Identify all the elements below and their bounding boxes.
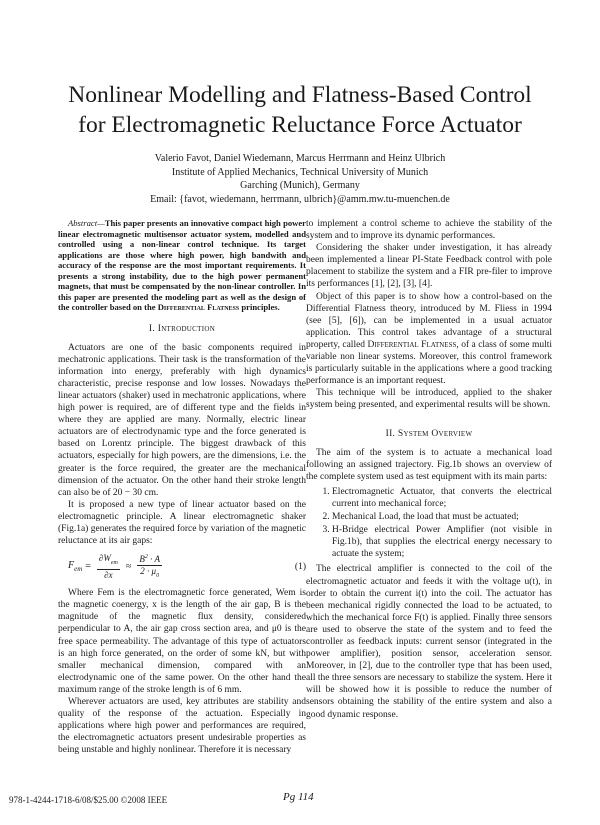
equation-1 [58,553,306,581]
paper-title [20,80,580,140]
authors: Valerio Favot, Daniel Wiedemann, Marcus Herrmann and Heinz Ulbrich [154,153,446,164]
intro-paragraph-2: It is proposed a new type of linear actuator based on the electromagnetic principle. A linear electromagnetic shaker (Fig.1a) generates the required force by variation of the magnetic reluctance at its air gaps: [58,499,306,547]
affiliation: Institute of Applied Mechanics, Technical University of Munich [171,166,429,178]
abstract: Abstract—This paper presents an innovative compact high power linear electromagnetic multisensor actuator system, modelled and controlled using a non-linear control technique. Its target applications are those where high power, high bandwith and accuracy of the response are the most important requirements. It presents a strong instability, due to the high power permanent magnets, that must be compensated by the non-linear controller. In this paper are presented the modeling part as well as the design of the controller based on the Differential Flatness principles. [58,218,306,312]
abstract-sc: Differential Flatness [157,302,240,312]
intro-paragraph-3: Where Fem is the electromagnetic force generated, Wem is the magnetic coenergy, x is the length of the air gap, B is the magnitude of the magnetic flux density, considered perpendicular to A, the air gap cross section area, and μ0 is the free space permeability. The advantage of this type of actuators is an high force generated, on the order of some kN, but with smaller mechanical dimension, compared with an electrodynamic one of the same power. On the other hand the maximum range of the stroke length is of 6 mm. [58,588,306,695]
email: Email: {favot, wiedemann, herrmann, ulbrich}@amm.mw.tu-muenchen.de [150,193,450,205]
overview-paragraph-1: The aim of the system is to actuate a mechanical load following an assigned trajectory. Fig.1b shows an overview of the complete system used as test equipment with its main parts: [306,447,552,482]
equation-body: $F_{em}$ = $\frac{\partial W_{em}}{\partial x}$ ≈ $\frac{B^2 \cdot A}{2 \cdot \mu_0}$ [68,553,160,581]
flatness-term: Differential Flatness [367,339,457,350]
abstract-tail: principles. [239,302,280,312]
list-item: 3. H-Bridge electrical Power Amplifier (not visible in Fig.1b), that supplies the electrical energy necessary to actuate the system; [332,524,552,560]
page-number: Pg 114 [283,791,314,803]
title-line-1: Nonlinear Modelling and Flatness-Based Control [68,82,532,108]
section-heading-system-overview: II. System Overview [385,428,473,439]
list-item: 2. Mechanical Load, the load that must be actuated; [332,511,552,523]
intro-paragraph-7: Object of this paper is to show how a control-based on the Differential Flatness theory, introduced by M. Fliess in 1994 (see [5], [6]), can be implemented in a usual actuator application. This control takes advantage of a structural property, called Differential Flatness, of a class of some multi variable non linear systems. Moreover, this control framework is particularly suitable in the applications where a good tracking performance is an important request. [306,291,552,387]
location: Garching (Munich), Germany [240,180,360,191]
author-block [20,152,580,206]
component-list [306,486,552,561]
intro-paragraph-6: Considering the shaker under investigation, it has already been implemented a linear PI-State Feedback control with pole placement to stabilize the system and a FIR pre-filer to improve its performances [1], [2], [3], [4]. [306,243,552,290]
overview-paragraph-2: The electrical amplifier is connected to the coil of the electromagnetic actuator and feeds it with the voltage u(t), in order to obtain the current i(t) into the coil. The actuator has been mechanical rigidly connected the load to be actuated, to which the mechanical force F(t) is applied. Finally three sensors are used to observe the state of the system and to feed the controller as feedback inputs: current sensor (integrated in the power amplifier), position sensor, acceleration sensor. Moreover, in [2], due to the controller type that has been used, all the three sensors are necessary to stabilize the system. Here it will be showed how it is possible to reduce the number of sensors obtaining the stability of the entire system and also a good dynamic response. [306,564,552,720]
title-line-2: for Electromagnetic Reluctance Force Actuator [78,112,522,138]
intro-paragraph-1: Actuators are one of the basic components required in mechatronic applications. Their task is the transformation of the information into energy, preferably with high dynamics characteristic, precise response and low losses. Nowadays the linear actuators (shaker) used in mechatronic applications, where high power is required, are of different type and the fields in where they are applied are many. Normally, electric linear actuators are of electrodynamic type and the force generated is based on Lorentz principle. The biggest drawback of this actuators, especially for high powers, are the dimensions, i.e. the greater is the force required, the greater are the mechanical dimension of the actuator. On the other hand their stroke length can also be of 20 − 30 cm. [58,342,306,498]
section-heading-introduction: I. Introduction [148,323,216,334]
intro-paragraph-4: Wherever actuators are used, key attributes are stability and quality of the response of the actuation. Especially in applications where high power and performances are required, the electromagnetic actuators present undesirable properties as being unstable and highly nonlinear. Therefore it is necessary [58,697,306,756]
left-column [58,218,306,757]
abstract-label: Abstract [68,218,98,228]
abstract-text: This paper presents an innovative compact high power linear electromagnetic multisensor actuator system, modelled and controlled using a non-linear control technique. Its target applications are those where high power, high bandwith and accuracy of the response are the most important requirements. It presents a strong instability, due to the high power permanent magnets, that must be compensated by the non-linear controller. In this paper are presented the modeling part as well as the design of the controller based on the [58,218,306,312]
intro-paragraph-8: This technique will be introduced, applied to the shaker system being presented, and experimental results will be shown. [306,388,552,411]
intro-paragraph-5: to implement a control scheme to achieve the stability of the system and to improve its dynamic performances. [306,219,552,242]
list-item: 1. Electromagnetic Actuator, that converts the electrical current into mechanical force; [332,486,552,510]
right-column [306,218,552,721]
equation-number: (1) [294,562,306,573]
footer-isbn: 978-1-4244-1718-6/08/$25.00 ©2008 IEEE [9,795,168,805]
